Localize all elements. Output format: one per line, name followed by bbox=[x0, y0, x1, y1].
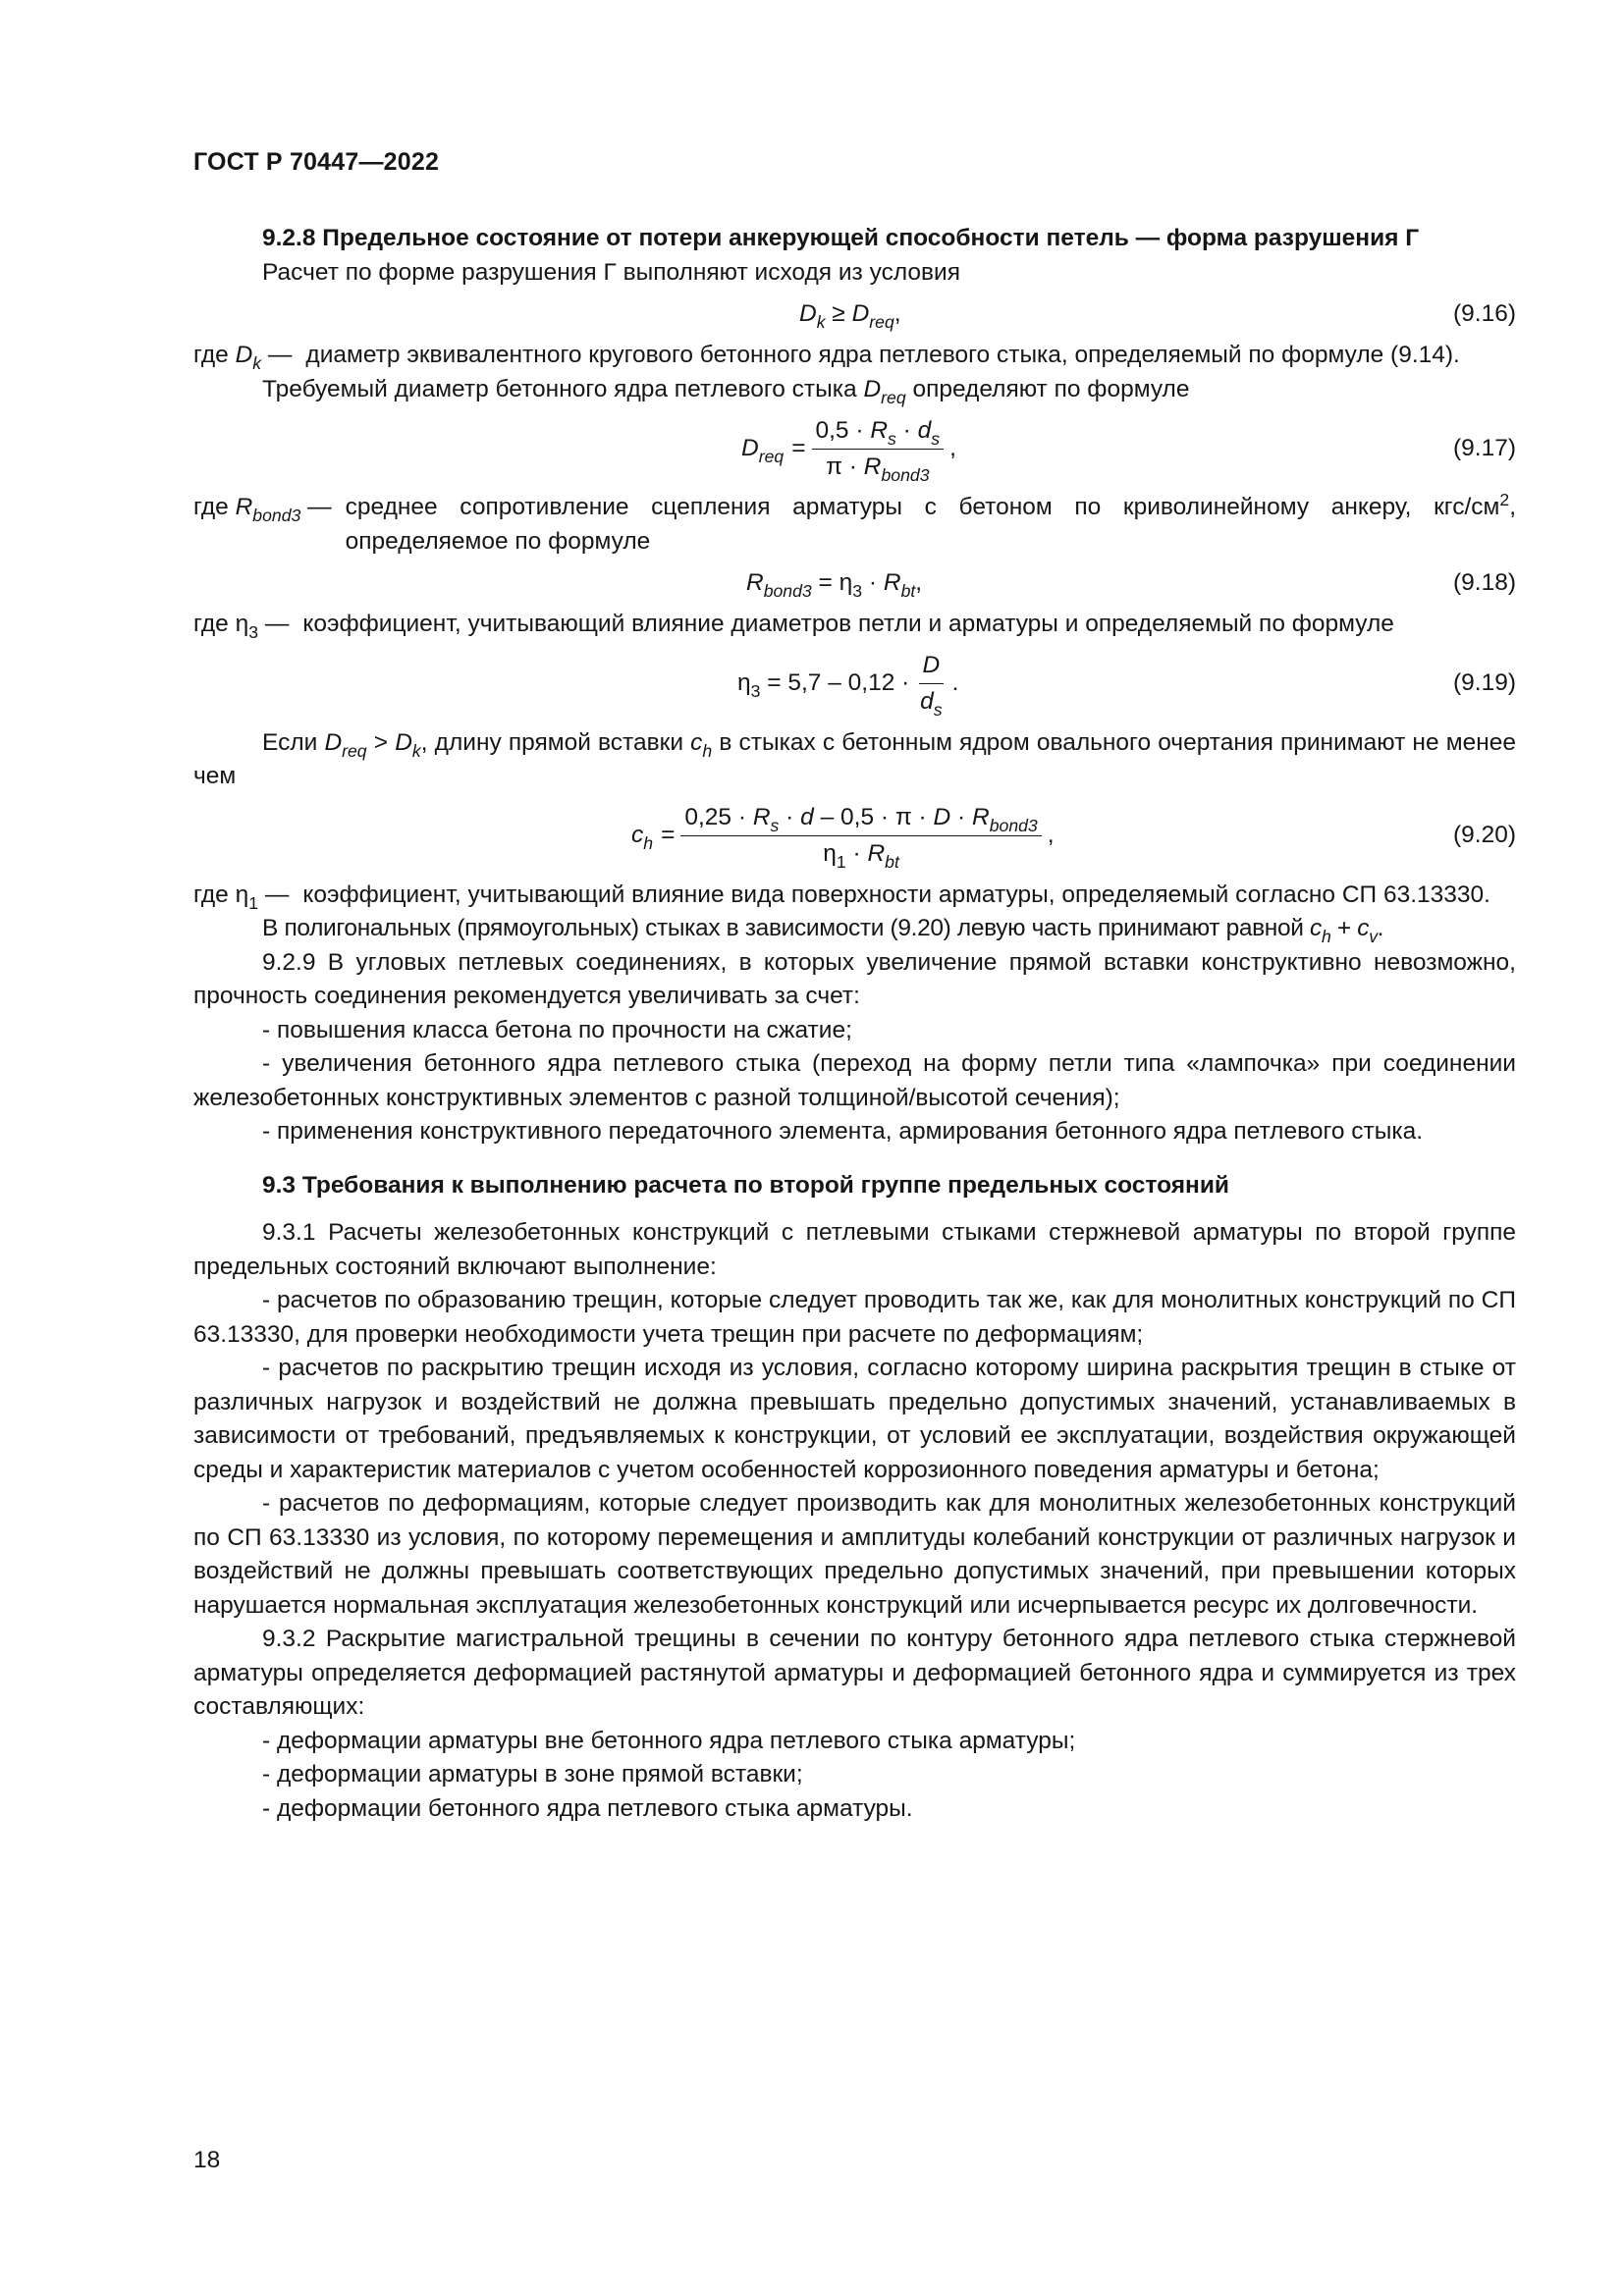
formula-9-18 bbox=[193, 559, 1516, 608]
formula-subscript: 3 bbox=[248, 622, 259, 642]
formula-subscript: k bbox=[816, 311, 826, 332]
formula-9-19-body bbox=[737, 642, 958, 726]
formula-9-20 bbox=[193, 794, 1516, 879]
list-item: - деформации арматуры в зоне прямой вставки; bbox=[262, 1761, 803, 1788]
formula-subscript: v bbox=[1369, 927, 1378, 946]
section-9-2-8-title: 9.2.8 Предельное состояние от потери анкерующей способности петель — форма разрушения Г bbox=[262, 225, 1420, 251]
list-item: - деформации арматуры вне бетонного ядра петлевого стыка арматуры; bbox=[262, 1727, 1076, 1754]
list-item: - увеличения бетонного ядра петлевого стыка (переход на форму петли типа «лампочка» при соединении железобетонных конструктивных элементов с разной толщиной/высотой сечения); bbox=[193, 1050, 1516, 1111]
text-fragment: , длину прямой вставки bbox=[420, 728, 691, 756]
formula-symbol: R bbox=[746, 568, 764, 596]
formula-operator: = bbox=[661, 822, 676, 849]
formula-subscript: h bbox=[1321, 927, 1331, 946]
formula-subscript: s bbox=[888, 428, 896, 449]
where-label bbox=[193, 339, 305, 373]
fraction-numerator bbox=[919, 651, 945, 684]
formula-subscript: s bbox=[770, 816, 780, 835]
formula-operator: = bbox=[791, 434, 806, 461]
formula-symbol: η bbox=[235, 881, 249, 908]
formula-symbol: d bbox=[920, 688, 934, 715]
formula-text: 0,5 · bbox=[815, 416, 871, 444]
formula-text: π · bbox=[826, 453, 864, 480]
section-9-2-9-text: 9.2.9 В угловых петлевых соединениях, в которых увеличение прямой вставки конструктивно невозможно, прочность соединения рекомендуется увеличивать за счет: bbox=[193, 948, 1516, 1009]
formula-fraction bbox=[812, 416, 945, 485]
where-eta3 bbox=[193, 608, 1516, 642]
formula-subscript: req bbox=[881, 387, 906, 407]
formula-symbol: c bbox=[690, 728, 703, 756]
section-9-3-title: 9.3 Требования к выполнению расчета по второй группе предельных состояний bbox=[262, 1171, 1229, 1199]
formula-punctuation: . bbox=[951, 669, 959, 697]
formula-number: (9.16) bbox=[1452, 299, 1516, 327]
formula-subscript: req bbox=[758, 446, 785, 466]
formula-subscript: req bbox=[342, 740, 367, 761]
formula-subscript: k bbox=[252, 353, 262, 373]
formula-symbol: D bbox=[799, 299, 817, 327]
formula-symbol: c bbox=[631, 822, 644, 849]
formula-number: (9.19) bbox=[1452, 669, 1516, 697]
where-dash: — bbox=[261, 342, 293, 368]
formula-symbol: R bbox=[870, 416, 889, 444]
formula-operator: · bbox=[845, 840, 868, 867]
formula-subscript: 1 bbox=[248, 892, 259, 913]
page-number: 18 bbox=[193, 2147, 221, 2173]
formula-punctuation: . bbox=[1377, 915, 1384, 941]
formula-symbol: c bbox=[1310, 915, 1322, 941]
text-fragment: среднее сопротивление сцепления арматуры с бетоном по криволинейному анкеру, кгс/см bbox=[345, 494, 1500, 520]
formula-subscript: 1 bbox=[836, 852, 846, 872]
formula-subscript: s bbox=[931, 428, 941, 449]
formula-symbol: R bbox=[883, 568, 901, 596]
if-condition-text bbox=[193, 726, 1516, 794]
text-fragment: В полигональных (прямоугольных) стыках в зависимости (9.20) левую часть принимают равной bbox=[262, 915, 1311, 941]
formula-operator: · bbox=[779, 804, 801, 830]
formula-subscript: 3 bbox=[750, 681, 761, 702]
formula-subscript: s bbox=[933, 700, 943, 720]
list-item: - деформации бетонного ядра петлевого стыка арматуры. bbox=[262, 1794, 913, 1822]
formula-punctuation: , bbox=[915, 568, 923, 596]
formula-number: (9.20) bbox=[1452, 822, 1516, 849]
formula-punctuation: , bbox=[1047, 822, 1055, 849]
where-text bbox=[346, 491, 1516, 559]
fraction-numerator bbox=[812, 416, 945, 450]
where-eta1 bbox=[193, 879, 1516, 913]
formula-subscript: h bbox=[702, 740, 713, 761]
superscript: 2 bbox=[1499, 490, 1510, 509]
fraction-denominator bbox=[819, 836, 903, 872]
formula-symbol: D bbox=[851, 299, 870, 327]
formula-symbol: D bbox=[395, 728, 412, 756]
formula-symbol: D bbox=[922, 652, 941, 678]
formula-subscript: bt bbox=[900, 580, 916, 601]
fraction-denominator bbox=[916, 684, 946, 720]
formula-number: (9.18) bbox=[1452, 568, 1516, 596]
formula-symbol: c bbox=[1357, 915, 1370, 941]
where-label bbox=[193, 879, 302, 913]
text-fragment: Если bbox=[262, 728, 325, 756]
where-text: диаметр эквивалентного кругового бетонного ядра петлевого стыка, определяемый по формуле (9.14). bbox=[305, 342, 1460, 368]
formula-symbol: D bbox=[933, 804, 951, 830]
formula-symbol: R bbox=[752, 804, 771, 830]
formula-subscript: h bbox=[643, 833, 654, 854]
where-prefix: где bbox=[193, 881, 236, 908]
formula-text: = 5,7 – 0,12 · bbox=[760, 669, 917, 697]
formula-fraction bbox=[916, 651, 946, 720]
text-fragment: в стыках с бетонным ядром овального очертания принимают не менее чем bbox=[193, 728, 1516, 789]
formula-symbol: R bbox=[863, 453, 882, 480]
formula-operator: > bbox=[366, 728, 396, 756]
where-text: коэффициент, учитывающий влияние диаметров петли и арматуры и определяемый по формуле bbox=[302, 611, 1394, 637]
formula-9-16 bbox=[193, 290, 1516, 339]
formula-operator: · bbox=[895, 416, 918, 444]
formula-symbol: η bbox=[235, 611, 249, 637]
section-9-3-2-text: 9.3.2 Раскрытие магистральной трещины в сечении по контуру бетонного ядра петлевого стыка стержневой арматуры определяется деформацией растянутой арматуры и деформацией бетонного ядра и суммируется из трех составляющих: bbox=[193, 1626, 1516, 1720]
formula-text: 0,25 · bbox=[684, 804, 753, 830]
section-9-3-1-text: 9.3.1 Расчеты железобетонных конструкций с петлевыми стыками стержневой арматуры по второй группе предельных состояний включают выполнение: bbox=[193, 1219, 1516, 1280]
list-item: - расчетов по раскрытию трещин исходя из условия, согласно которому ширина раскрытия трещин в стыке от различных нагрузок и воздействий не должна превышать предельно допустимых значений, устанавливаемых в зависимости от требований, предъявляемых к конструкции, от условий ее эксплуатации, воздействия окружающей среды и характеристик материалов с учетом особенностей коррозионного поведения арматуры и бетона; bbox=[193, 1355, 1516, 1483]
formula-operator: · bbox=[950, 804, 973, 830]
page-content bbox=[193, 222, 1516, 1826]
where-rbond3 bbox=[193, 491, 1516, 559]
formula-subscript: req bbox=[869, 311, 894, 332]
formula-symbol: η bbox=[737, 669, 751, 697]
where-label bbox=[193, 608, 302, 642]
formula-symbol: d bbox=[800, 804, 814, 830]
where-prefix: где bbox=[193, 494, 236, 520]
document-id-header: ГОСТ Р 70447—2022 bbox=[193, 148, 440, 176]
list-item: - повышения класса бетона по прочности на сжатие; bbox=[262, 1016, 852, 1043]
formula-subscript: bond3 bbox=[763, 580, 812, 601]
formula-operator: + bbox=[1330, 915, 1358, 941]
formula-symbol: D bbox=[324, 728, 343, 756]
list-item: - расчетов по образованию трещин, которые следует проводить так же, как для монолитных конструкций по СП 63.13330, для проверки необходимости учета трещин при расчете по деформациям; bbox=[193, 1287, 1516, 1348]
formula-operator: ≥ bbox=[825, 299, 852, 327]
formula-subscript: bt bbox=[885, 852, 899, 872]
formula-symbol: D bbox=[741, 434, 759, 461]
formula-9-20-body bbox=[631, 794, 1055, 879]
formula-operator: = bbox=[811, 568, 839, 596]
formula-subscript: bond3 bbox=[881, 464, 930, 485]
where-dash: — bbox=[258, 611, 290, 637]
formula-punctuation: , bbox=[949, 434, 956, 461]
req-diameter-text bbox=[193, 373, 1516, 407]
formula-symbol: R bbox=[235, 494, 253, 520]
formula-operator: · bbox=[862, 568, 884, 596]
text-fragment: Требуемый диаметр бетонного ядра петлевого стыка bbox=[262, 375, 864, 402]
where-prefix: где bbox=[193, 611, 236, 637]
formula-subscript: 3 bbox=[852, 580, 863, 601]
spacer bbox=[193, 1149, 1516, 1169]
formula-symbol: d bbox=[917, 416, 932, 444]
formula-subscript: k bbox=[411, 740, 421, 761]
formula-punctuation: , bbox=[893, 299, 901, 327]
formula-symbol: R bbox=[867, 840, 886, 867]
where-dash: — bbox=[300, 494, 332, 520]
where-text: коэффициент, учитывающий влияние вида поверхности арматуры, определяемый согласно СП 63.13330. bbox=[302, 881, 1490, 908]
formula-text: – 0,5 · π · bbox=[813, 804, 934, 830]
formula-9-16-body bbox=[799, 290, 901, 339]
list-item: - применения конструктивного передаточного элемента, армирования бетонного ядра петлевого стыка. bbox=[262, 1118, 1424, 1145]
where-dk bbox=[193, 339, 1516, 373]
where-dash: — bbox=[258, 881, 290, 908]
formula-symbol: D bbox=[863, 375, 882, 402]
polygonal-text bbox=[193, 912, 1516, 946]
list-item: - расчетов по деформациям, которые следует производить как для монолитных железобетонных конструкций по СП 63.13330 из условия, по которому перемещения и амплитуды колебаний конструкции от различных нагрузок и воздействий не должны превышать соответствующих предельно допустимых значений, при превышении которых нарушается нормальная эксплуатация железобетонных конструкций или исчерпывается ресурс их долговечности. bbox=[193, 1490, 1516, 1619]
formula-9-17 bbox=[193, 406, 1516, 491]
text-fragment: определяют по формуле bbox=[905, 375, 1190, 402]
fraction-numerator bbox=[680, 803, 1041, 836]
formula-symbol: D bbox=[235, 342, 253, 368]
formula-9-17-body bbox=[741, 406, 956, 491]
spacer bbox=[193, 1202, 1516, 1216]
formula-fraction bbox=[680, 803, 1041, 872]
formula-9-18-body bbox=[746, 559, 922, 608]
formula-symbol: R bbox=[972, 804, 990, 830]
formula-symbol: η bbox=[839, 568, 853, 596]
section-9-2-8-intro: Расчет по форме разрушения Г выполняют исходя из условия bbox=[262, 258, 960, 286]
where-prefix: где bbox=[193, 342, 236, 368]
text-fragment: , определяемое по формуле bbox=[345, 494, 1516, 555]
where-label bbox=[193, 491, 346, 559]
formula-subscript: bond3 bbox=[252, 506, 301, 525]
formula-symbol: η bbox=[823, 840, 837, 867]
fraction-denominator bbox=[822, 450, 933, 485]
formula-9-19 bbox=[193, 642, 1516, 726]
formula-subscript: bond3 bbox=[989, 816, 1038, 835]
formula-number: (9.17) bbox=[1452, 434, 1516, 461]
